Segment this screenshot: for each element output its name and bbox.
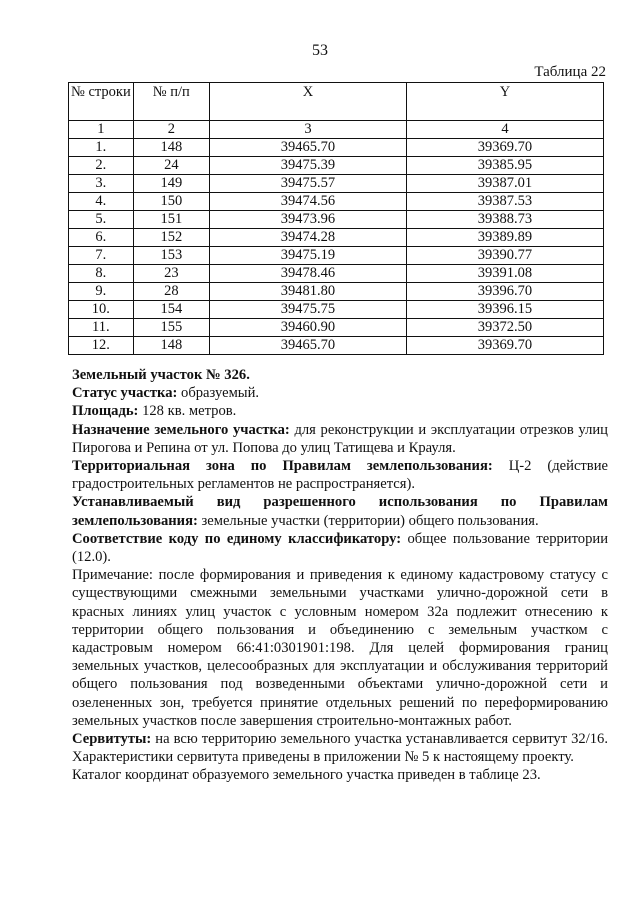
table-cell: 39460.90 — [209, 319, 406, 337]
table-row — [69, 319, 604, 337]
table-cell: 39465.70 — [209, 139, 406, 157]
header-point-number: № п/п — [133, 83, 209, 121]
table-row — [69, 301, 604, 319]
table-cell: 39388.73 — [406, 211, 603, 229]
table-row — [69, 229, 604, 247]
table-cell: 39474.56 — [209, 193, 406, 211]
parcel-description — [72, 366, 608, 785]
table-cell: 39475.19 — [209, 247, 406, 265]
status-label: Статус участка: — [72, 385, 178, 402]
table-caption: Таблица 22 — [534, 64, 606, 80]
page-number: 53 — [312, 42, 328, 59]
table-cell: 39391.08 — [406, 265, 603, 283]
table-cell: 9. — [69, 283, 134, 301]
table-cell: 39369.70 — [406, 139, 603, 157]
classifier-label: Соответствие коду по единому классификатору: — [72, 530, 402, 547]
table-cell: 12. — [69, 337, 134, 355]
area-value: 128 кв. метров. — [138, 403, 237, 420]
classifier-line — [72, 530, 608, 566]
table-cell: 39396.15 — [406, 301, 603, 319]
table-cell: 149 — [133, 175, 209, 193]
table-cell: 39387.01 — [406, 175, 603, 193]
column-number: 4 — [406, 121, 603, 139]
table-cell: 11. — [69, 319, 134, 337]
table-body — [69, 139, 604, 355]
table-header-row — [69, 83, 604, 121]
table-cell: 7. — [69, 247, 134, 265]
table-cell: 3. — [69, 175, 134, 193]
header-x: X — [209, 83, 406, 121]
purpose-value: для реконструкции и эксплуатации отрезков улиц Пирогова и Репина от ул. Попова до улиц Татищева и Крауля. — [72, 421, 608, 456]
table-row — [69, 193, 604, 211]
table-cell: 39372.50 — [406, 319, 603, 337]
column-number: 2 — [133, 121, 209, 139]
header-row-number: № строки — [69, 83, 134, 121]
area-line — [72, 402, 608, 420]
table-row — [69, 211, 604, 229]
catalog-line: Каталог координат образуемого земельного участка приведен в таблице 23. — [72, 767, 541, 784]
table-cell: 148 — [133, 337, 209, 355]
use-label: Устанавливаемый вид разрешенного использования по Правилам землепользования: — [72, 494, 608, 529]
table-row — [69, 139, 604, 157]
parcel-title: Земельный участок № 326. — [72, 367, 250, 383]
table-cell: 24 — [133, 157, 209, 175]
table-cell: 39387.53 — [406, 193, 603, 211]
purpose-line — [72, 421, 608, 457]
table-cell: 39390.77 — [406, 247, 603, 265]
header-y: Y — [406, 83, 603, 121]
zone-value: Ц-2 (действие градостроительных регламентов не распространяется). — [72, 458, 608, 493]
table-cell: 155 — [133, 319, 209, 337]
table-cell: 6. — [69, 229, 134, 247]
table-cell: 152 — [133, 229, 209, 247]
table-cell: 39396.70 — [406, 283, 603, 301]
table-cell: 4. — [69, 193, 134, 211]
table-cell: 39473.96 — [209, 211, 406, 229]
table-cell: 39478.46 — [209, 265, 406, 283]
table-cell: 39474.28 — [209, 229, 406, 247]
table-cell: 39475.75 — [209, 301, 406, 319]
zone-line — [72, 457, 608, 493]
classifier-value: общее пользование территории (12.0). — [72, 530, 608, 566]
table-cell: 8. — [69, 265, 134, 283]
note-paragraph: Примечание: после формирования и приведения к единому кадастровому статусу с существующими смежными земельными участками улично-дорожной сети в красных линиях улиц участок с условным номером 32а подлежит отнесению к территории общего пользования и объединению с земельным участком с кадастровым номером 66:41:0301901:198. Для целей формирования границ земельных участков, целесообразных для эксплуатации и обслуживания территорий общего пользования под возведенными объектами улично-дорожной сети и озелененных зон, требуется принятие отдельных решений по переформированию земельных участков после завершения строительно-монтажных работ. — [72, 567, 608, 729]
table-cell: 154 — [133, 301, 209, 319]
table-row — [69, 157, 604, 175]
table-cell: 2. — [69, 157, 134, 175]
table-cell: 1. — [69, 139, 134, 157]
table-cell: 150 — [133, 193, 209, 211]
table-cell: 39475.57 — [209, 175, 406, 193]
table-row — [69, 265, 604, 283]
column-number: 1 — [69, 121, 134, 139]
table-cell: 153 — [133, 247, 209, 265]
servitude-label: Сервитуты: — [72, 731, 152, 748]
use-line — [72, 493, 608, 529]
table-cell: 39475.39 — [209, 157, 406, 175]
purpose-label: Назначение земельного участка: — [72, 421, 290, 438]
table-cell: 39369.70 — [406, 337, 603, 355]
table-cell: 39465.70 — [209, 337, 406, 355]
table-cell: 39481.80 — [209, 283, 406, 301]
table-row — [69, 283, 604, 301]
table-row — [69, 337, 604, 355]
table-cell: 148 — [133, 139, 209, 157]
table-column-numbers-row — [69, 121, 604, 139]
servitude-line — [72, 730, 608, 766]
table-cell: 23 — [133, 265, 209, 283]
use-value: земельные участки (территории) общего пользования. — [197, 512, 539, 529]
status-value: образуемый. — [177, 385, 260, 402]
table-cell: 151 — [133, 211, 209, 229]
area-label: Площадь: — [72, 403, 139, 420]
table-cell: 28 — [133, 283, 209, 301]
table-cell: 39385.95 — [406, 157, 603, 175]
table-row — [69, 175, 604, 193]
servitude-value: на всю территорию земельного участка устанавливается сервитут 32/16. Характеристики сервитута приведены в приложении № 5 к настоящему проекту. — [72, 731, 608, 766]
table-row — [69, 247, 604, 265]
status-line — [72, 384, 608, 402]
coordinates-table — [68, 82, 604, 355]
column-number: 3 — [209, 121, 406, 139]
table-cell: 39389.89 — [406, 229, 603, 247]
zone-label: Территориальная зона по Правилам землепользования: — [72, 458, 493, 475]
table-cell: 5. — [69, 211, 134, 229]
table-cell: 10. — [69, 301, 134, 319]
